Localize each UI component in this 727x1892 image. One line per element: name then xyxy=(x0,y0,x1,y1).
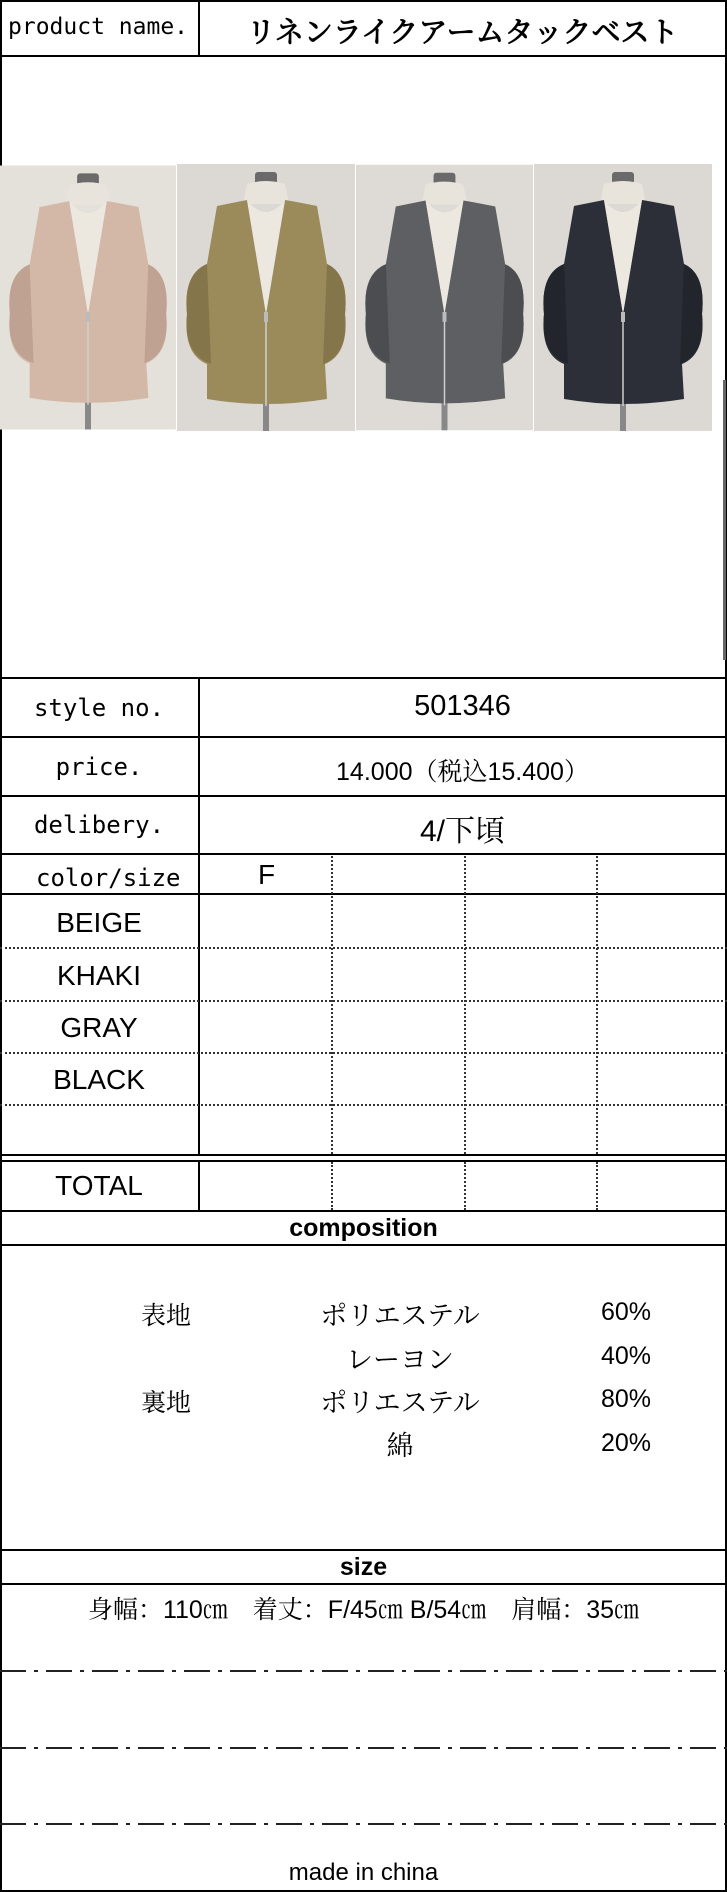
price-value: 14.000（税込15.400） xyxy=(336,758,589,786)
info-line-2 xyxy=(0,795,727,797)
total-label: TOTAL xyxy=(55,1170,143,1201)
total-double-line-1 xyxy=(0,1154,727,1156)
color-row-gray: GRAY xyxy=(60,1012,138,1043)
total-col-divider-main xyxy=(198,1160,200,1210)
comp-pct-4: 20% xyxy=(601,1429,652,1457)
comp-pct-3: 80% xyxy=(601,1385,652,1413)
header-divider xyxy=(0,55,727,57)
vest-photo-black xyxy=(534,164,712,431)
comp-part-1: 表地 xyxy=(141,1302,192,1330)
comp-material-3: ポリエステル xyxy=(320,1388,480,1418)
outer-border-top xyxy=(0,0,727,2)
composition-title: composition xyxy=(289,1214,438,1242)
grid-row-line-3 xyxy=(0,1052,727,1054)
grid-dotted-col-3 xyxy=(596,856,598,1154)
info-top-line xyxy=(0,677,727,679)
comp-material-4: 綿 xyxy=(386,1431,414,1461)
size-title: size xyxy=(339,1553,388,1581)
grid-header-line xyxy=(0,893,727,895)
info-line-3 xyxy=(0,853,727,855)
delivery-value: 4/下頃 xyxy=(419,815,506,848)
color-size-header: color/size xyxy=(36,864,181,892)
vest-photo-beige xyxy=(0,164,176,431)
color-row-black: BLACK xyxy=(53,1064,145,1095)
total-dotted-col-3 xyxy=(596,1162,598,1210)
dashdot-line-1 xyxy=(0,1670,727,1672)
comp-pct-2: 40% xyxy=(601,1342,652,1370)
info-line-1 xyxy=(0,736,727,738)
comp-pct-1: 60% xyxy=(601,1298,652,1326)
grid-row-line-1 xyxy=(0,947,727,949)
size-header-f: F xyxy=(258,859,276,890)
style-no-value: 501346 xyxy=(414,690,511,722)
total-dotted-col-2 xyxy=(464,1162,466,1210)
dashdot-line-3 xyxy=(0,1823,727,1825)
total-dotted-col-1 xyxy=(331,1162,333,1210)
comp-part-2: 裏地 xyxy=(141,1389,192,1417)
delivery-label: delibery. xyxy=(33,811,165,839)
made-in-label: made in china xyxy=(288,1859,439,1886)
product-name-value: リネンライクアームタックベスト xyxy=(246,17,679,49)
size-top-line xyxy=(0,1549,727,1551)
total-double-line-2 xyxy=(0,1160,727,1162)
size-title-line xyxy=(0,1583,727,1585)
comp-material-2: レーヨン xyxy=(346,1345,454,1375)
comp-material-1: ポリエステル xyxy=(320,1301,480,1331)
grid-dotted-col-2 xyxy=(464,856,466,1154)
composition-title-line xyxy=(0,1244,727,1246)
style-no-label: style no. xyxy=(33,694,165,722)
grid-row-line-4 xyxy=(0,1104,727,1106)
scrollbar[interactable] xyxy=(723,380,726,660)
grid-col-divider-main xyxy=(198,854,200,1154)
grid-row-line-2 xyxy=(0,1000,727,1002)
size-text: 身幅：110㎝ 着丈：F/45㎝ B/54㎝ 肩幅：35㎝ xyxy=(87,1596,640,1624)
vest-photo-khaki xyxy=(177,164,355,431)
price-label: price. xyxy=(55,753,143,781)
color-row-khaki: KHAKI xyxy=(56,960,142,991)
dashdot-line-2 xyxy=(0,1747,727,1749)
vest-photo-gray xyxy=(356,164,533,431)
product-name-label: product name. xyxy=(8,14,189,40)
grid-dotted-col-1 xyxy=(331,856,333,1154)
color-row-beige: BEIGE xyxy=(56,907,142,938)
total-bottom-line xyxy=(0,1210,727,1212)
